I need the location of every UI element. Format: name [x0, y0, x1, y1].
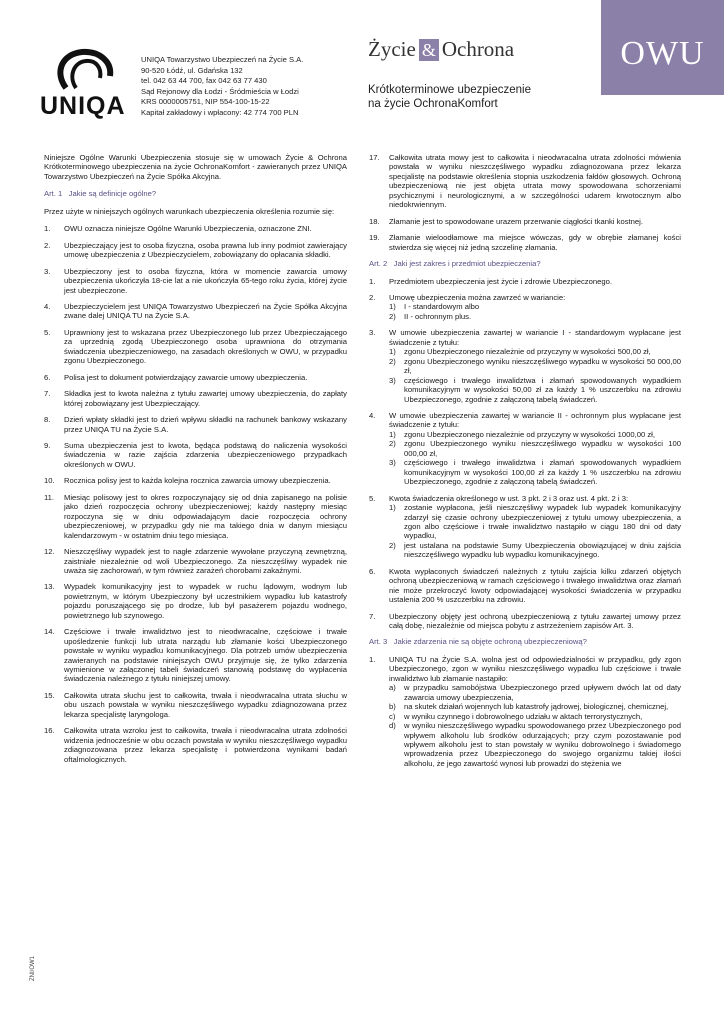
sub-item: 2) II - ochronnym plus. [389, 312, 681, 321]
brand-word-b: Ochrona [441, 37, 515, 61]
definition-number: 15. [44, 690, 55, 700]
right-column [369, 153, 681, 775]
definition-number: 1. [44, 224, 51, 234]
sub-item: 1) zgonu Ubezpieczonego niezależnie od przyczyny w wysokości 1000,00 zł, [389, 430, 681, 439]
definition-item [44, 302, 347, 321]
product-title [368, 83, 531, 111]
definition-item [44, 373, 347, 382]
definition-text: Miesiąc polisowy jest to okres rozpoczynający się od dnia zapisanego na polisie jako dzień rozpoczęcia ochrony ubezpieczeniowej; każdy następny miesiąc rozpoczyna się w dniu odpowiadającym dacie rozpoczęcia ochrony ubezpieczeniowej, w przypadku gdy nie ma takiego dnia w danym miesiącu kalendarzowym - w ostatnim dniu tego miesiąca. [64, 492, 347, 540]
definition-text: OWU oznacza niniejsze Ogólne Warunki Ubezpieczenia, oznaczone ZNI. [64, 224, 312, 234]
sub-text: zostanie wypłacona, jeśli nieszczęśliwy wypadek lub wypadek komunikacyjny zdarzył się czasie ochrony ubezpieczeniowej z tytułu umowy ubezpieczenia, a zgon albo częściowe i trwałe inwalidztwo nastąpiło w ciągu 180 dni od daty wypadku, [404, 503, 681, 541]
item-text: W umowie ubezpieczenia zawartej w wariancie II - ochronnym plus wypłacane jest świadczenie z tytułu: [389, 410, 681, 430]
definition-text: Polisa jest to dokument potwierdzający zawarcie umowy ubezpieczenia. [64, 372, 308, 382]
sub-item: 1) zostanie wypłacona, jeśli nieszczęśliwy wypadek lub wypadek komunikacyjny zdarzył się czasie ochrony ubezpieczeniowej z tytułu umowy ubezpieczenia, a zgon albo częściowe i trwałe inwalidztwo nastąpiło w ciągu 180 dni od daty wypadku, [389, 503, 681, 541]
definition-item [44, 267, 347, 295]
definition-number: 16. [44, 726, 55, 736]
art-title: Jakie zdarzenia nie są objęte ochroną ubezpieczeniową? [393, 637, 587, 647]
definition-text: Ubezpieczycielem jest UNIQA Towarzystwo Ubezpieczeń na Życie Spółka Akcyjna zwane dalej UNIQA TU na Życie S.A. [64, 301, 347, 321]
company-info [141, 55, 303, 119]
definition-item [44, 389, 347, 408]
item-text: UNIQA TU na Życie S.A. wolna jest od odpowiedzialności w przypadku, gdy zgon Ubezpieczonego, zgon w wyniku nieszczęśliwego wypadku lub częściowe i trwałe inwalidztwo lub złamanie nastąpiło: [389, 654, 681, 683]
item-text: Przedmiotem ubezpieczenia jest życie i zdrowie Ubezpieczonego. [389, 276, 612, 286]
item-text: Ubezpieczony objęty jest ochroną ubezpieczeniową z tytułu zawartej umowy przez całą dobę, niezależnie od miejsca pobytu z astrzeżeniem zapisów Art. 3. [389, 611, 681, 631]
sub-text: II - ochronnym plus. [404, 311, 472, 321]
definition-item [44, 441, 347, 469]
definition-item [44, 547, 347, 575]
list-item: 1. UNIQA TU na Życie S.A. wolna jest od odpowiedzialności w przypadku, gdy zgon Ubezpieczonego, zgon w wyniku nieszczęśliwego wypadku lub częściowe i trwałe inwalidztwo lub złamanie nastąpiło: a) w przypadku samobójstwa Ubezpieczonego przed upływem dwóch lat od daty zawarcia umowy ubezpieczenia, b) na skutek działań wojennych lub katastrofy jądrowej, biologicznej, chemicznej, c) w wyniku czynnego i dobrowolnego udziału w aktach terrorystycznych, d) w wyniku nieszczęśliwego wypadku spowodowanego przez Ubezpieczonego pod wpływem alkoholu lub środków odurzających; przy czym pozostawanie pod wpływem alkoholu jest to stan powstały w wyniku dobrowolnego i świadomego wprowadzenia przez Ubezpieczonego do swojego organizmu takiej ilości alkoholu, że jego zawartość wynosi lub prowadzi do stężenia we [369, 654, 681, 768]
definition-text: Suma ubezpieczenia jest to kwota, będąca podstawą do naliczenia wysokości świadczenia w razie zajścia zdarzenia ubezpieczeniowego przypadkach określonych w OWU. [64, 440, 347, 469]
document-code: ZNI/OW1 [30, 956, 36, 981]
product-title-line: Krótkoterminowe ubezpieczenie [368, 84, 532, 96]
definition-item [44, 476, 347, 485]
sub-item: b) na skutek działań wojennych lub katastrofy jądrowej, biologicznej, chemicznej, [389, 702, 681, 711]
art-number: Art. 2 [369, 259, 388, 269]
art-title: Jaki jest zakres i przedmiot ubezpieczenia? [393, 259, 541, 269]
definition-text: Całkowita utrata słuchu jest to całkowita, trwała i nieodwracalna utrata słuchu w obu uszach powstała w wyniku nieszczęśliwego wypadku zdiagnozowana przez lekarza specjalistę laryngologa. [64, 690, 347, 719]
sub-text: jest ustalana na podstawie Sumy Ubezpieczenia obowiązującej w dniu zajścia nieszczęśliwego wypadku lub wypadku komunikacyjnego. [404, 540, 681, 560]
definition-item [44, 328, 347, 366]
definition-item [44, 582, 347, 620]
definition-number: 3. [44, 266, 51, 276]
list-item: 6. Kwota wypłaconych świadczeń należnych z tytułu zajścia kilku zdarzeń objętych ochroną ubezpieczeniową w ramach częściowego i trwałego inwalidztwa oraz złamań nie może przekroczyć kwoty odpowiadającej wysokości świadczenia w przypadku ustalenia 200 % uszczerbku na zdrowiu. [369, 566, 681, 605]
brand-ampersand: & [419, 39, 439, 61]
sub-item: 2) zgonu Ubezpieczonego wyniku nieszczęśliwego wypadku w wysokości 100 000,00 zł, [389, 439, 681, 458]
definition-item [44, 415, 347, 434]
definition-number: 18. [369, 216, 380, 226]
definition-text: Rocznica polisy jest to każda kolejna rocznica zawarcia umowy ubezpieczenia. [64, 476, 331, 486]
definition-number: 4. [44, 301, 51, 311]
definition-item [44, 241, 347, 260]
definition-number: 10. [44, 476, 55, 486]
sub-text: zgonu Ubezpieczonego niezależnie od przyczyny w wysokości 500,00 zł, [404, 347, 651, 357]
sub-item: d) w wyniku nieszczęśliwego wypadku spowodowanego przez Ubezpieczonego pod wpływem alkoholu lub środków odurzających; przy czym pozostawanie pod wpływem alkoholu jest to stan powstały w wyniku dobrowolnego i świadomego wprowadzenia przez Ubezpieczonego do swojego organizmu takiej ilości alkoholu, że jego zawartość wynosi lub prowadzi do stężenia we [389, 721, 681, 768]
definition-number: 14. [44, 627, 55, 637]
definition-text: Częściowe i trwałe inwalidztwo jest to nieodwracalne, częściowe i trwałe upośledzenie funkcji lub utrata narządu lub złamanie kości Ubezpieczonego powstałe w wyniku wypadku komunikacyjnego. Dla potrzeb umów ubezpieczenia zawieranych na podstawie niniejszych OWU przyjmuje się, że tylko zdarzenia wymienione w załączonej tabeli świadczeń stanowią podstawę do wypłacenia świadczenia należnego z tytułu niniejszej umowy. [64, 627, 347, 684]
definition-item [369, 233, 681, 252]
definition-text: Całkowita utrata wzroku jest to całkowita, trwała i nieodwracalna utrata zdolności widzenia jednocześnie w obu oczach powstała w wyniku nieszczęśliwego wypadku zdiagnozowana przez lekarza specjalistę i potwierdzona wynikami badań oftalmologicznych. [64, 726, 347, 764]
definition-text: Złamanie jest to spowodowane urazem przerwanie ciągłości tkanki kostnej. [389, 216, 643, 226]
definition-text: Dzień wpłaty składki jest to dzień wpływu składki na rachunek bankowy wskazany przez UNIQA TU na Życie S.A. [64, 415, 347, 434]
sub-item: 2) zgonu Ubezpieczonego wyniku nieszczęśliwego wypadku w wysokości 50 000,00 zł, [389, 356, 681, 376]
definition-number: 8. [44, 415, 51, 425]
company-line: KRS 0000005751, NIP 554-100-15-22 [141, 97, 270, 107]
sub-item: a) w przypadku samobójstwa Ubezpieczonego przed upływem dwóch lat od daty zawarcia umowy ubezpieczenia, [389, 683, 681, 702]
art-number: Art. 1 [44, 189, 63, 199]
art-title: Jakie są definicje ogólne? [68, 189, 157, 199]
definition-text: Składka jest to kwota należna z tytułu zawartej umowy ubezpieczenia, do zapłaty której zobowiązany jest Ubezpieczający. [64, 389, 347, 408]
definition-item [44, 726, 347, 764]
sub-item: 3) częściowego i trwałego inwalidztwa i złamań spowodowanych wypadkiem komunikacyjnym w wysokości 50,00 zł za każdy 1 % uszczerbku na zdrowiu Ubezpieczonego, zgodnie z załączoną tabelą świadczeń. [389, 375, 681, 404]
list-item: 2. Umowę ubezpieczenia można zawrzeć w wariancie: 1) I - standardowym albo 2) II - ochronnym plus. [369, 293, 681, 321]
definition-number: 6. [44, 372, 51, 382]
definition-item [369, 217, 681, 226]
list-item: 7. Ubezpieczony objęty jest ochroną ubezpieczeniową z tytułu zawartej umowy przez całą dobę, niezależnie od miejsca pobytu z astrzeżeniem zapisów Art. 3. [369, 611, 681, 631]
sub-text: I - standardowym albo [404, 302, 480, 312]
definition-number: 17. [369, 153, 380, 162]
definition-number: 12. [44, 547, 55, 557]
definition-text: Złamanie wieloodłamowe ma miejsce wówczas, gdy w obrębie złamanej kości stwierdza się więcej niż jedną szczelinę złamania. [389, 233, 681, 252]
sub-text: na skutek działań wojennych lub katastrofy jądrowej, biologicznej, chemicznej, [404, 702, 669, 712]
definition-text: Nieszczęśliwy wypadek jest to nagłe zdarzenie wywołane przyczyną zewnętrzną, zaistniałe niezależnie od woli Ubezpieczonego. Za nieszczęśliwy wypadek nie uważa się zachorowań, w tym również zarażeń chorobami zakaźnymi. [64, 547, 347, 575]
art3-heading [369, 637, 681, 646]
company-line: Kapitał zakładowy i wpłacony: 42 774 700 PLN [141, 107, 299, 117]
company-line: UNIQA Towarzystwo Ubezpieczeń na Życie S.A. [141, 55, 304, 64]
definition-number: 19. [369, 233, 380, 243]
owu-label: OWU [620, 34, 705, 72]
left-column [44, 153, 347, 771]
sub-text: częściowego i trwałego inwalidztwa i złamań spowodowanych wypadkiem komunikacyjnym w wysokości 50,00 zł za każdy 1 % uszczerbku na zdrowiu Ubezpieczonego, zgodnie z załączoną tabelą świadczeń. [404, 375, 681, 404]
definition-text: Ubezpieczający jest to osoba fizyczna, osoba prawna lub inny podmiot zawierający umowę ubezpieczenia z Ubezpieczycielem, zobowiązany do opłacania składki. [64, 240, 347, 260]
brand-word-a: Życie [368, 37, 416, 61]
company-line: 90-520 Łódź, ul. Gdańska 132 [141, 65, 243, 75]
uniqa-logo-icon [52, 48, 118, 92]
owu-badge [601, 0, 724, 95]
sub-item: 3) częściowego i trwałego inwalidztwa i złamań spowodowanych wypadkiem komunikacyjnym w wysokości 100,00 zł za każdy 1 % uszczerbku na zdrowiu Ubezpieczonego, zgodnie z załączoną tabelą świadczeń. [389, 458, 681, 487]
definition-number: 2. [44, 240, 51, 250]
sub-text: w przypadku samobójstwa Ubezpieczonego przed upływem dwóch lat od daty zawarcia umowy ubezpieczenia, [404, 683, 681, 702]
item-text: W umowie ubezpieczenia zawartej w wariancie I - standardowym wypłacane jest świadczenie z tytułu: [389, 328, 681, 347]
art-number: Art. 3 [369, 637, 388, 647]
definition-number: 11. [44, 492, 55, 502]
sub-text: zgonu Ubezpieczonego wyniku nieszczęśliwego wypadku w wysokości 100 000,00 zł, [404, 439, 681, 458]
sub-text: w wyniku czynnego i dobrowolnego udziału w aktach terrorystycznych, [404, 711, 643, 721]
definition-text: Uprawniony jest to wskazana przez Ubezpieczonego lub przez Ubezpieczającego za uprzednią zgodą Ubezpieczonego osoba uprawniona do otrzymania świadczenia ubezpieczeniowego, na zasadach określonych w OWU, w przypadku zgonu Ubezpieczonego. [64, 327, 347, 366]
definition-text: Wypadek komunikacyjny jest to wypadek w ruchu lądowym, wodnym lub powietrznym, w którym Ubezpieczony był uczestnikiem wypadku lub katastrofy pojazdu poruszającego się po drodze, lub był pasażerem pojazdu wodnego, powietrznego lub szynowego. [64, 582, 347, 620]
definition-item [44, 493, 347, 540]
definition-item [44, 627, 347, 684]
definition-number: 9. [44, 440, 51, 450]
company-line: tel. 042 63 44 700, fax 042 63 77 430 [141, 76, 267, 86]
sub-item: 1) I - standardowym albo [389, 302, 681, 311]
logo-wordmark: UNIQA [40, 92, 126, 120]
art1-heading [44, 189, 347, 198]
list-item: 3. W umowie ubezpieczenia zawartej w wariancie I - standardowym wypłacane jest świadczenie z tytułu: 1) zgonu Ubezpieczonego niezależnie od przyczyny w wysokości 500,00 zł, 2) zgonu Ubezpieczonego wyniku nieszczęśliwego wypadku w wysokości 50 000,00 zł, 3) częściowego i trwałego inwalidztwa i złamań spowodowanych wypadkiem komunikacyjnym w wysokości 50,00 zł za każdy 1 % uszczerbku na zdrowiu Ubezpieczonego, zgodnie z załączoną tabelą świadczeń. [369, 328, 681, 404]
definition-number: 13. [44, 582, 55, 592]
list-item: 4. W umowie ubezpieczenia zawartej w wariancie II - ochronnym plus wypłacane jest świadczenie z tytułu: 1) zgonu Ubezpieczonego niezależnie od przyczyny w wysokości 1000,00 zł, 2) zgonu Ubezpieczonego wyniku nieszczęśliwego wypadku w wysokości 100 000,00 zł, 3) częściowego i trwałego inwalidztwa i złamań spowodowanych wypadkiem komunikacyjnym w wysokości 100,00 zł za każdy 1 % uszczerbku na zdrowiu Ubezpieczonego, zgodnie z załączoną tabelą świadczeń. [369, 410, 681, 487]
definition-text: Ubezpieczony jest to osoba fizyczna, która w momencie zawarcia umowy ubezpieczenia ukończyła 18-cie lat a nie ukończyła 65-tego roku życia, której życie jest ubezpieczone. [64, 266, 347, 295]
sub-text: zgonu Ubezpieczonego niezależnie od przyczyny w wysokości 1000,00 zł, [404, 429, 656, 439]
definition-number: 7. [44, 389, 51, 399]
art1-lead: Przez użyte w niniejszych ogólnych warunkach ubezpieczenia określenia rozumie się: [44, 206, 335, 216]
definition-item [44, 691, 347, 719]
brand-title [368, 37, 514, 62]
sub-item: 2) jest ustalana na podstawie Sumy Ubezpieczenia obowiązującej w dniu zajścia nieszczęśliwego wypadku lub wypadku komunikacyjnego. [389, 540, 681, 560]
item-text: Umowę ubezpieczenia można zawrzeć w wariancie: [389, 292, 566, 302]
product-title-line: na życie OchronaKomfort [368, 98, 498, 110]
list-item: 1. Przedmiotem ubezpieczenia jest życie i zdrowie Ubezpieczonego. [369, 277, 681, 286]
art2-heading [369, 259, 681, 268]
uniqa-logo [40, 48, 132, 122]
sub-item: 1) zgonu Ubezpieczonego niezależnie od przyczyny w wysokości 500,00 zł, [389, 347, 681, 356]
sub-item: c) w wyniku czynnego i dobrowolnego udziału w aktach terrorystycznych, [389, 712, 681, 721]
item-text: Kwota wypłaconych świadczeń należnych z tytułu zajścia kilku zdarzeń objętych ochroną ubezpieczeniową w ramach częściowego i trwałego inwalidztwa oraz złamań nie może przekroczyć kwoty odpowiadającej wysokości świadczenia w przypadku ustalenia 200 % uszczerbku na zdrowiu. [389, 566, 681, 605]
sub-text: w wyniku nieszczęśliwego wypadku spowodowanego przez Ubezpieczonego pod wpływem alkoholu lub środków odurzających; przy czym pozostawanie pod wpływem alkoholu jest to stan powstały w wyniku dobrowolnego i świadomego wprowadzenia przez Ubezpieczonego do swojego organizmu takiej ilości alkoholu, że jego zawartość wynosi lub prowadzi do stężenia we [404, 721, 681, 768]
list-item: 5. Kwota świadczenia określonego w ust. 3 pkt. 2 i 3 oraz ust. 4 pkt. 2 i 3: 1) zostanie wypłacona, jeśli nieszczęśliwy wypadek lub wypadek komunikacyjny zdarzył się czasie ochrony ubezpieczeniowej z tytułu umowy ubezpieczenia, a zgon albo częściowe i trwałe inwalidztwo nastąpiło w ciągu 180 dni od daty wypadku, 2) jest ustalana na podstawie Sumy Ubezpieczenia obowiązującej w dniu zajścia nieszczęśliwego wypadku lub wypadku komunikacyjnego. [369, 493, 681, 560]
definition-text: Całkowita utrata mowy jest to całkowita i nieodwracalna utrata zdolności mówienia powstała w wyniku nieszczęśliwego wypadku zdiagnozowana przez lekarza specjalistę na podstawie określenia stopnia uszkodzenia fałdów głosowych. Ochroną ubezpieczeniową nie jest objęta utrata mowy spowodowana schorzeniami psychicznymi i neurologicznymi, a w szczególności udarem krwotocznym albo niedokrwiennym. [389, 153, 681, 210]
intro-paragraph: Niniejsze Ogólne Warunki Ubezpieczenia stosuje się w umowach Życie & Ochrona Krótkoterminowego ubezpieczenia na życie OchronaKomfort - zawieranych przez UNIQA Towarzystwo Ubezpieczeń na Życie Spółka Akcyjna. [44, 153, 347, 181]
sub-text: częściowego i trwałego inwalidztwa i złamań spowodowanych wypadkiem komunikacyjnym w wysokości 100,00 zł za każdy 1 % uszczerbku na zdrowiu Ubezpieczonego, zgodnie z załączoną tabelą świadczeń. [404, 458, 681, 487]
definition-item [44, 224, 347, 233]
company-line: Sąd Rejonowy dla Łodzi - Śródmieścia w Łodzi [141, 86, 299, 96]
definition-number: 5. [44, 327, 51, 337]
definition-item [369, 153, 681, 210]
sub-text: zgonu Ubezpieczonego wyniku nieszczęśliwego wypadku w wysokości 50 000,00 zł, [404, 356, 681, 376]
item-text: Kwota świadczenia określonego w ust. 3 pkt. 2 i 3 oraz ust. 4 pkt. 2 i 3: [389, 493, 629, 503]
